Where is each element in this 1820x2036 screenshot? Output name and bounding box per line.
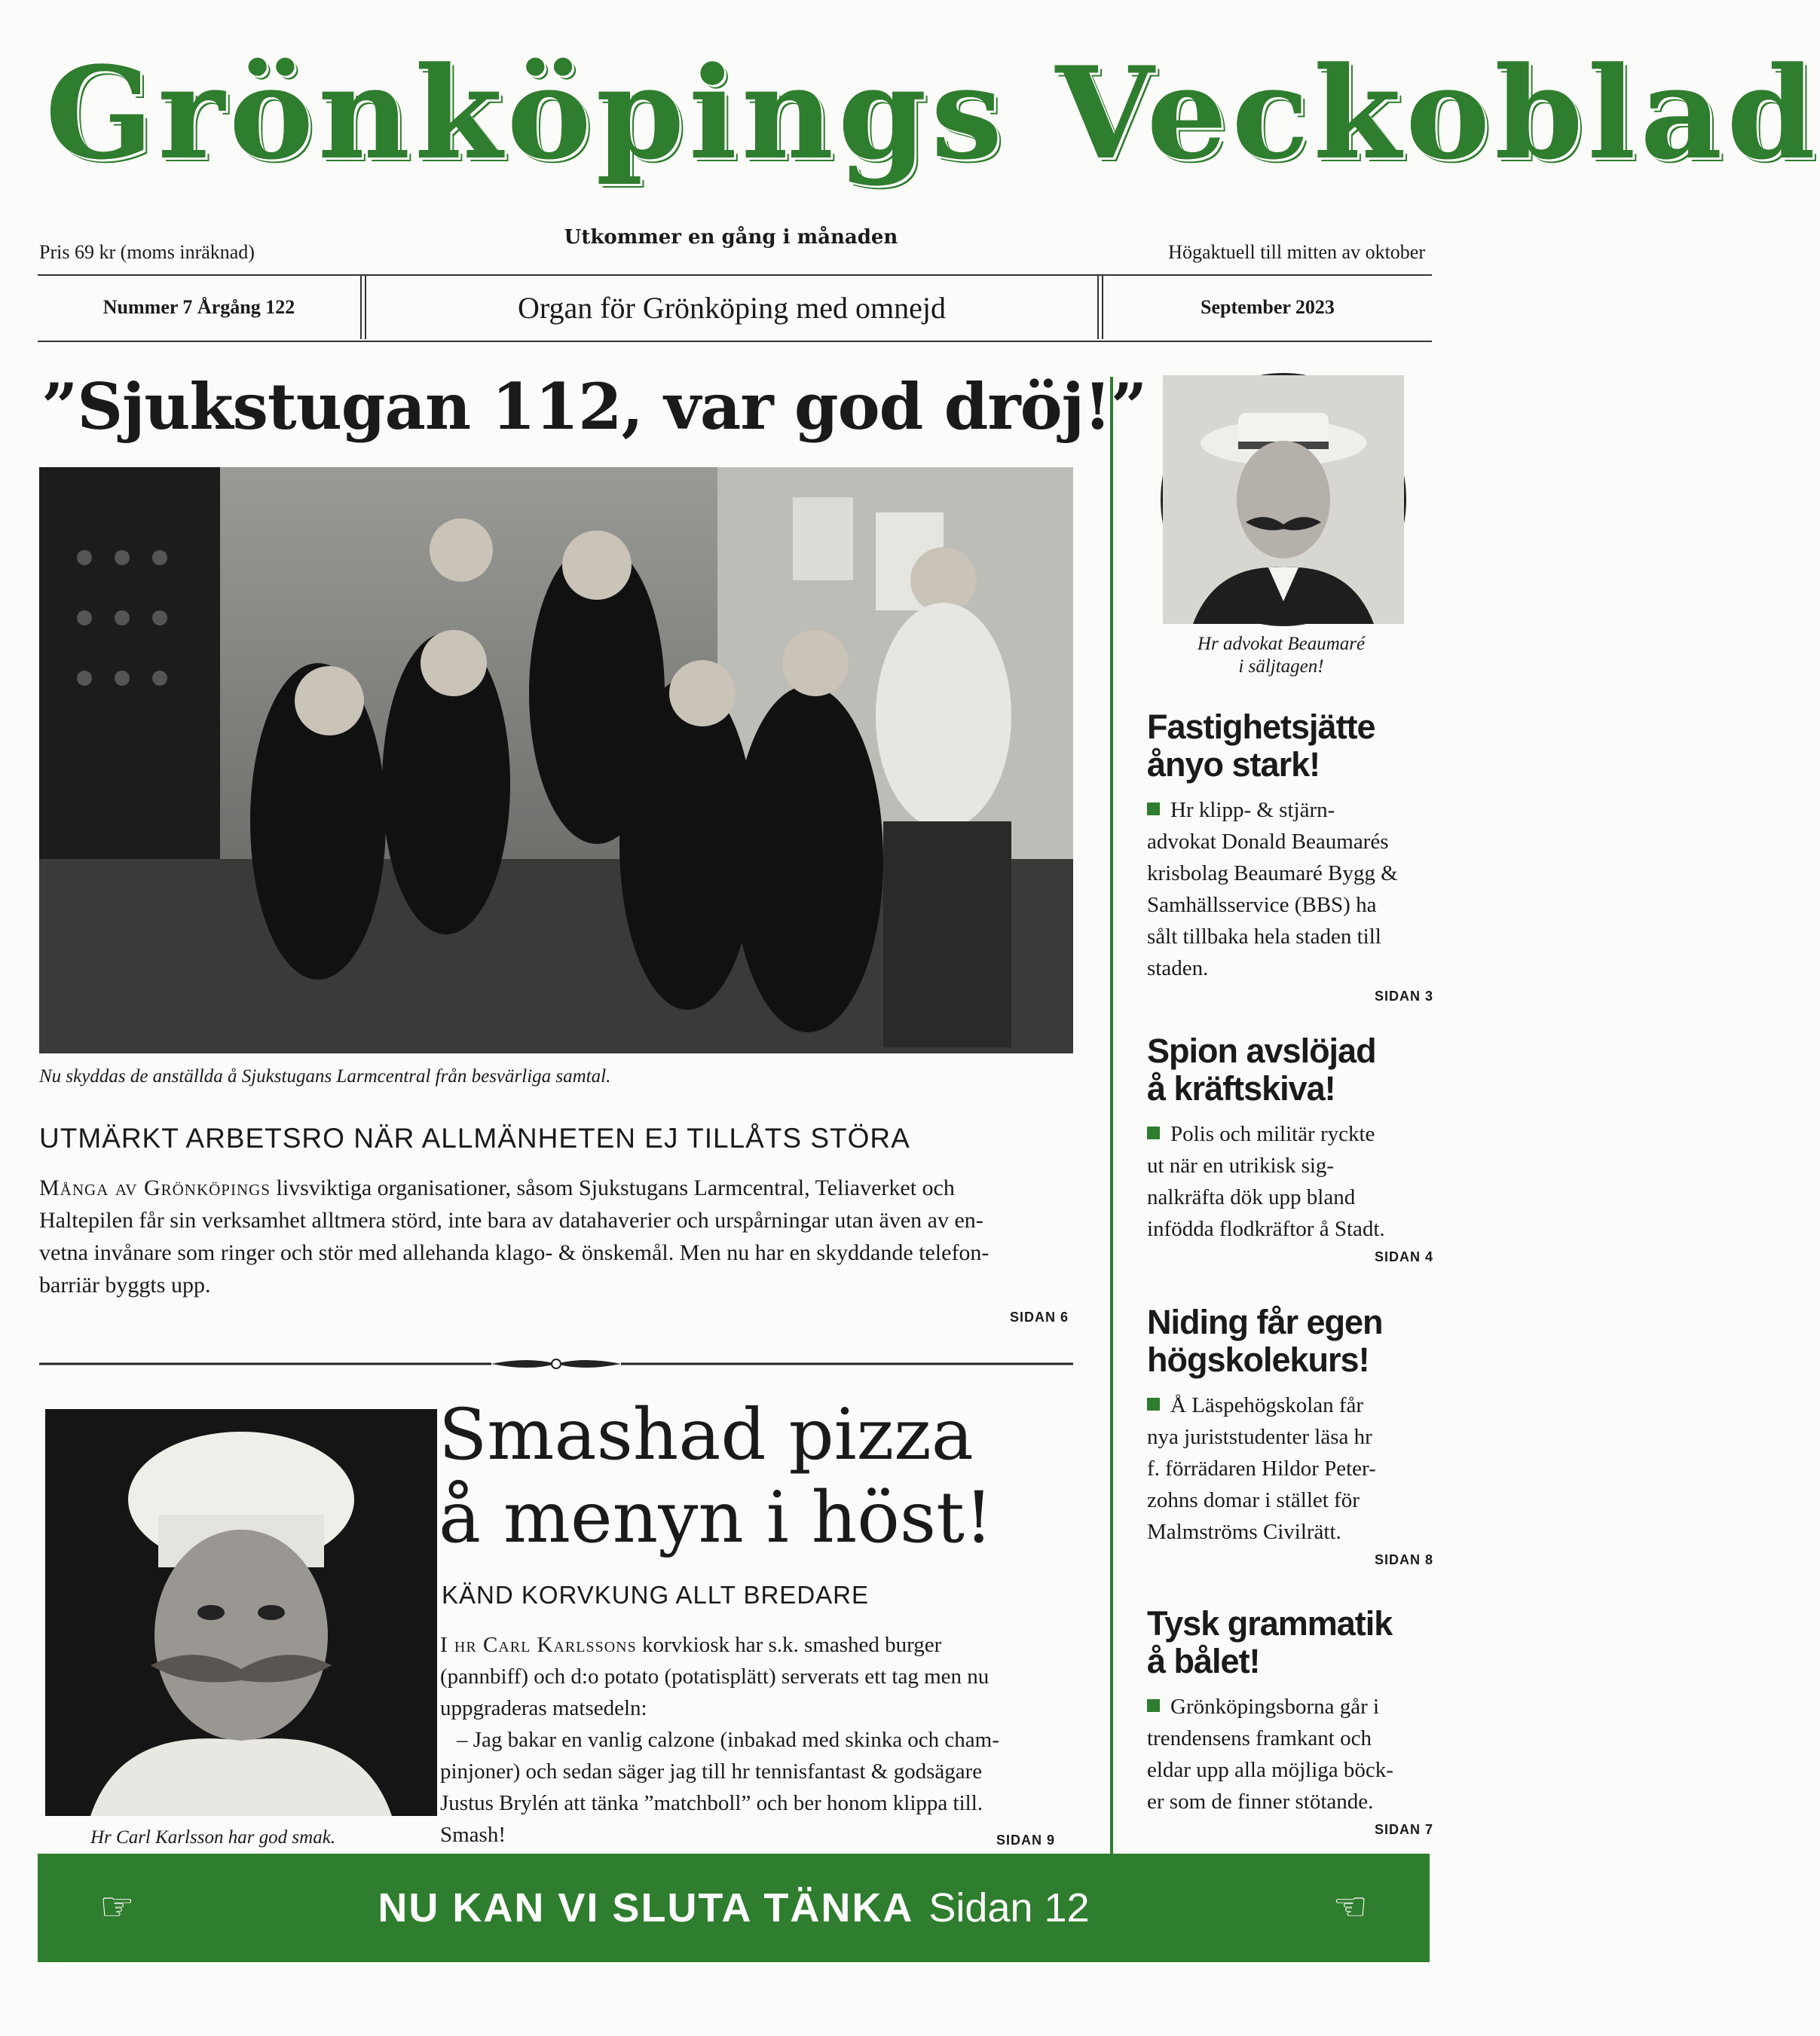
sidebar-item	[1147, 1304, 1433, 1568]
second-body-line: – Jag bakar en vanlig calzone (inbakad med skinka och cham-	[457, 1728, 999, 1752]
second-page-ref: SIDAN 9	[996, 1833, 1056, 1848]
second-body-smallcaps: I hr Carl Karlssons	[440, 1633, 637, 1657]
bullet-icon	[1147, 1699, 1160, 1712]
sidebar-item-page-ref: SIDAN 8	[1374, 1552, 1433, 1567]
body-line: nya juriststudenter läsa hr	[1147, 1425, 1372, 1449]
second-body-line: korvkiosk har s.k. smashed burger	[641, 1633, 942, 1657]
chef-photo-caption: Hr Carl Karlsson har god smak.	[90, 1827, 336, 1848]
sidebar-item-headline	[1147, 1304, 1433, 1379]
body-line: trendensens framkant och	[1147, 1726, 1372, 1750]
pointing-hand-left-icon: ☜	[1332, 1886, 1368, 1929]
advocate-caption	[1161, 633, 1402, 678]
topicality-label: Högaktuell till mitten av oktober	[1168, 241, 1425, 263]
second-headline	[439, 1394, 993, 1560]
column-divider	[1110, 377, 1113, 1876]
body-line: zohns domar i stället för	[1147, 1488, 1360, 1512]
headline-line: Spion avslöjad	[1147, 1032, 1376, 1070]
headline-line: Tysk grammatik	[1147, 1604, 1393, 1643]
sidebar-item-body	[1147, 1389, 1433, 1548]
body-line: ut när en utrikisk sig-	[1147, 1154, 1335, 1178]
body-line: Polis och militär ryckte	[1170, 1122, 1375, 1146]
sidebar-item	[1147, 1032, 1433, 1265]
lead-kicker: UTMÄRKT ARBETSRO NÄR ALLMÄNHETEN EJ TILLÅTS STÖRA	[39, 1123, 910, 1154]
second-body	[440, 1629, 1088, 1851]
price-label: Pris 69 kr (moms inräknad)	[39, 241, 255, 263]
bullet-icon	[1147, 1127, 1160, 1139]
lead-page-ref: SIDAN 6	[1010, 1310, 1069, 1325]
sidebar-item-body	[1147, 1118, 1433, 1245]
second-body-line: Smash!	[440, 1823, 506, 1847]
lead-photo-caption: Nu skyddas de anställda å Sjukstugans Larmcentral från besvärliga samtal.	[39, 1066, 611, 1087]
body-line: eldar upp alla möjliga böck-	[1147, 1758, 1393, 1782]
issue-number: Nummer 7 Årgång 122	[102, 296, 295, 318]
second-kicker: KÄND KORVKUNG ALLT BREDARE	[442, 1581, 870, 1609]
headline-line: ånyo stark!	[1147, 745, 1320, 784]
body-line: Hr klipp- & stjärn-	[1170, 798, 1335, 822]
frequency-label: Utkommer en gång i månaden	[564, 226, 898, 249]
body-line: sålt tillbaka hela staden till	[1147, 925, 1381, 949]
switchboard-illustration	[39, 467, 1073, 1053]
pointing-hand-right-icon: ☞	[99, 1886, 135, 1929]
second-body-line: uppgraderas matsedeln:	[440, 1696, 647, 1720]
chef-illustration	[45, 1409, 437, 1816]
sidebar-item-headline	[1147, 1032, 1433, 1108]
organ-label: Organ för Grönköping med omnejd	[517, 290, 947, 325]
lead-headline: ”Sjukstugan 112, var god dröj!”	[41, 369, 1147, 444]
body-line: f. förrädaren Hildor Peter-	[1147, 1457, 1376, 1481]
second-headline-line: Smashad pizza	[439, 1394, 974, 1476]
switchboard-photo	[39, 467, 1073, 1053]
sidebar-item	[1147, 708, 1433, 1004]
body-line: Samhällsservice (BBS) ha	[1147, 893, 1377, 917]
body-line: krisbolag Beaumaré Bygg &	[1147, 861, 1398, 885]
bullet-icon	[1147, 802, 1160, 815]
info-divider-3	[1097, 276, 1099, 339]
body-line: Grönköpingsborna går i	[1170, 1695, 1380, 1719]
lead-body-line: vetna invånare som ringer och stör med allehanda klago- & önskemål. Men nu har en skyddande telefon-	[39, 1240, 990, 1265]
body-line: staden.	[1147, 956, 1209, 980]
advocate-portrait	[1161, 373, 1406, 626]
sidebar-item-body	[1147, 1691, 1433, 1817]
sidebar-item-page-ref: SIDAN 3	[1374, 989, 1433, 1004]
sidebar-item-body	[1147, 794, 1433, 984]
second-headline-line: å menyn i höst!	[439, 1477, 993, 1559]
headline-line: å kräftskiva!	[1147, 1069, 1335, 1108]
sidebar-item-page-ref: SIDAN 7	[1374, 1822, 1433, 1837]
sidebar-item-page-ref: SIDAN 4	[1374, 1249, 1433, 1264]
advocate-caption-line: Hr advokat Beaumaré	[1197, 634, 1366, 654]
headline-line: högskolekurs!	[1147, 1341, 1369, 1379]
body-line: Å Läspehögskolan får	[1170, 1393, 1364, 1417]
sidebar-item-headline	[1147, 708, 1433, 784]
masthead-title: Grönköpings Veckoblad	[45, 38, 1820, 188]
bottom-banner[interactable]	[38, 1854, 1430, 1962]
info-divider-1	[360, 276, 362, 339]
second-body-line: (pannbiff) och d:o potato (potatisplätt) serverats ett tag men nu	[440, 1665, 990, 1689]
bullet-icon	[1147, 1398, 1160, 1411]
advocate-illustration	[1163, 375, 1404, 624]
sidebar-item	[1147, 1605, 1433, 1838]
issue-date: September 2023	[1201, 296, 1335, 318]
headline-line: Niding får egen	[1147, 1303, 1383, 1341]
body-line: nalkräfta dök upp bland	[1147, 1185, 1356, 1209]
banner-page: Sidan 12	[928, 1885, 1090, 1931]
lead-body-smallcaps: Många av Grönköpings	[39, 1175, 271, 1200]
body-line: advokat Donald Beaumarés	[1147, 830, 1389, 854]
advocate-caption-line: i säljtagen!	[1238, 656, 1324, 677]
sidebar-item-headline	[1147, 1605, 1433, 1680]
lead-body	[39, 1172, 1079, 1301]
ornamental-rule	[39, 1356, 1073, 1371]
body-line: infödda flodkräftor å Stadt.	[1147, 1217, 1385, 1241]
headline-line: Fastighetsjätte	[1147, 708, 1375, 746]
body-line: Malmströms Civilrätt.	[1147, 1520, 1341, 1544]
lead-body-line: livsviktiga organisationer, såsom Sjukstugans Larmcentral, Teliaverket och	[276, 1175, 955, 1200]
body-line: er som de finner stötande.	[1147, 1790, 1374, 1814]
headline-line: å bålet!	[1147, 1642, 1260, 1680]
lead-body-line: barriär byggts upp.	[39, 1273, 211, 1298]
second-body-line: pinjoner) och sedan säger jag till hr tennisfantast & godsägare	[440, 1759, 983, 1784]
banner-text	[38, 1854, 1430, 1962]
lead-body-line: Haltepilen får sin verksamhet alltmera störd, inte bara av datahaverier och urspårningar utan även av en-	[39, 1208, 983, 1233]
second-body-line: Justus Brylén att tänka ”matchboll” och ber honom klippa till.	[440, 1791, 983, 1815]
chef-portrait	[45, 1409, 437, 1816]
banner-headline: NU KAN VI SLUTA TÄNKA	[378, 1885, 914, 1931]
